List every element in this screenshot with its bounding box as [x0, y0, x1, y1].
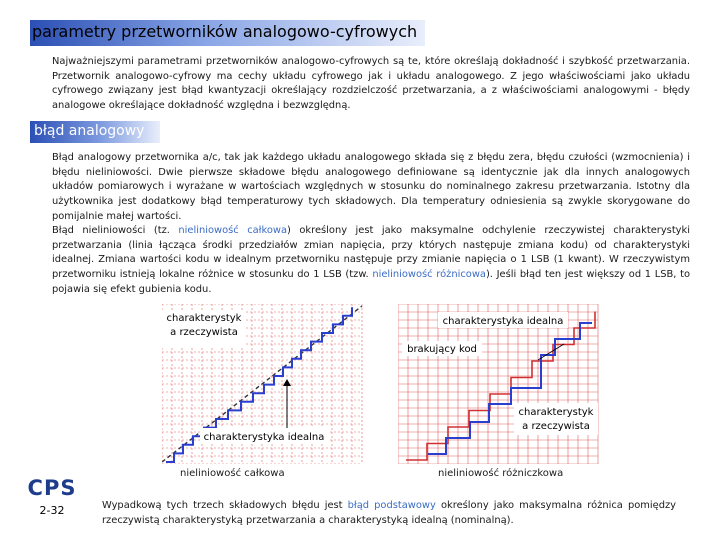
text-fragment: ). Jeśli błąd ten jest większy od 1 LSB, to pojawia się efekt gubienia kodu. — [52, 269, 690, 295]
text-fragment: Błąd nieliniowości (tz. — [52, 225, 179, 236]
section-title: błąd analogowy — [34, 123, 145, 139]
label-ideal: charakterystyka idealna — [442, 316, 564, 327]
label-ideal: charakterystyka idealna — [203, 432, 325, 443]
logo-text: CPS — [27, 476, 77, 500]
slide-number: 2-32 — [39, 504, 65, 517]
nonlinearity-paragraph — [52, 224, 690, 298]
caption-integral-nonlinearity: nieliniowość całkowa — [180, 468, 285, 479]
caption-differential-nonlinearity: nieliniowość różniczkowa — [438, 468, 564, 479]
label-real-line2: a rzeczywista — [522, 421, 590, 432]
label-real-line1: charakterystyk — [166, 313, 242, 324]
intro-paragraph: Najważniejszymi parametrami przetworników analogowo-cyfrowych są te, które określają dokładność i szybkość przetwarzania. Przetwornik analogowo-cyfrowy ma cechy układu cyfrowego jak i układu analogowego. Z jego właściwościami jako układu cyfrowego związany jest błąd kwantyzacji określający rozdzielczość przetwarzania, a z właściwościami analogowymi - błędy analogowe określające dokładność względna i bezwzględną. — [52, 56, 690, 112]
title-bar — [30, 20, 425, 46]
text-fragment: ) określony jest jako maksymalne odchylenie rzeczywistej charakterystyki przetwarzania (linia łącząca środki przedziałów zmian napięcia, przy których następuje zmiana kodu) od charakterystyki idealnej. Zmiana wartości kodu w idealnym przetworniku następuje przy zmianie napięcia o 1 LSB (1 kwant). W rzeczywistym przetworniku istnieją lokalne różnice w stosunku do 1 LSB (tzw. — [52, 225, 690, 281]
highlight-differential-nonlinearity: nieliniowość różnicowa — [372, 269, 486, 281]
text-fragment: Wypadkową tych trzech składowych błędu jest — [102, 500, 348, 511]
footer-paragraph — [102, 498, 676, 528]
cps-logo — [26, 476, 78, 526]
differential-nonlinearity-figure — [398, 304, 600, 464]
label-real-line1: charakterystyk — [518, 407, 594, 418]
text-fragment: określony jako maksymalna różnica pomiędzy rzeczywistą charakterystyką przetwarzania a charakterystyką idealną (nominalną). — [102, 500, 677, 526]
error-arrow-head — [283, 379, 291, 386]
section-header-bar — [30, 121, 160, 143]
ideal-characteristic-staircase — [406, 312, 595, 461]
highlight-basic-error: błąd podstawowy — [347, 500, 436, 511]
integral-nonlinearity-figure — [162, 304, 364, 464]
highlight-integral-nonlinearity: nieliniowość całkowa — [178, 225, 288, 236]
analog-error-paragraph: Błąd analogowy przetwornika a/c, tak jak każdego układu analogowego składa się z błędu zera, błędu czułości (wzmocnienia) i błędu nieliniowości. Dwie pierwsze składowe błędu analogowego definiowane są identycznie jak dla innych analogowych układów pomiarowych i wyrażane w wartościach względnych w stosunku do nominalnego zakresu przetwarzania. Istotny dla użytkownika jest dodatkowy błąd temperaturowy tych składowych. Dla temperatury odniesienia są zwykle skorygowane do pomijalnie małej wartości. — [52, 152, 690, 222]
label-missing-code: brakujący kod — [407, 344, 477, 355]
page-title: parametry przetworników analogowo-cyfrowych — [32, 22, 418, 41]
label-real-line2: a rzeczywista — [170, 327, 238, 338]
